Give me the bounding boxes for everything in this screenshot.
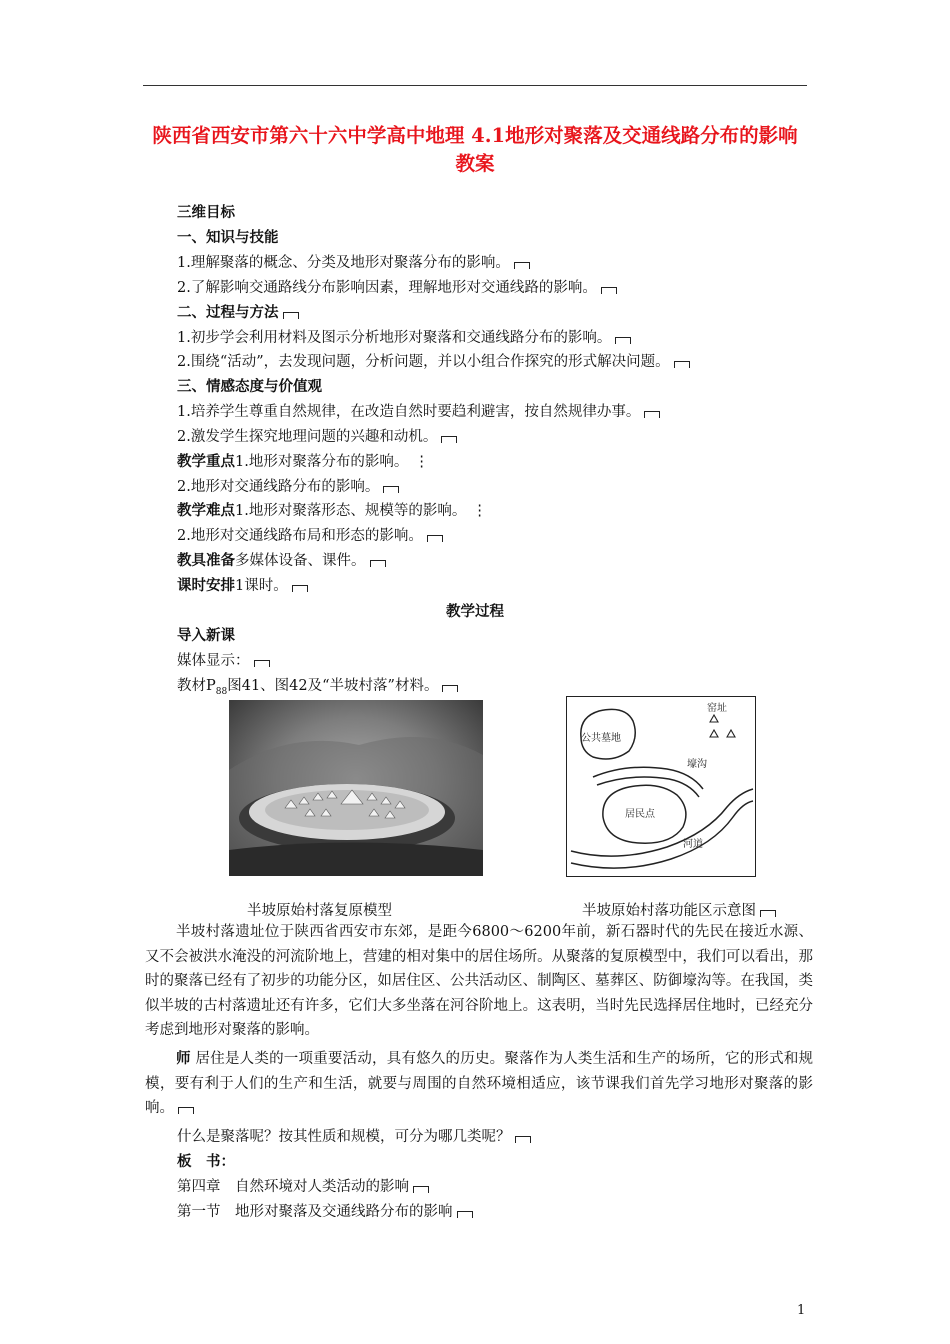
material-prefix: 教材P bbox=[177, 678, 216, 694]
function-zone-diagram bbox=[566, 696, 756, 877]
focus-text: 1.地形对聚落分布的影响。 bbox=[235, 454, 409, 470]
river-label: 河道 bbox=[683, 839, 703, 850]
goal-item bbox=[177, 277, 617, 299]
header-rule bbox=[143, 85, 807, 86]
teacher-paragraph bbox=[145, 1047, 813, 1121]
section-text: 第一节 地形对聚落及交通线路分布的影响 bbox=[177, 1204, 453, 1220]
village-model-photo bbox=[229, 700, 483, 876]
tools-text: 多媒体设备、课件。 bbox=[235, 553, 366, 569]
paragraph-mark-icon bbox=[413, 1186, 429, 1193]
teacher-label: 师 bbox=[176, 1050, 191, 1067]
board-section bbox=[177, 1201, 473, 1223]
goal-item bbox=[177, 327, 631, 349]
goal-text: 2.围绕“活动”，去发现问题，分析问题，并以小组合作探究的形式解决问题。 bbox=[177, 354, 670, 370]
class-schedule bbox=[177, 575, 308, 597]
goal-text: 2.了解影响交通路线分布影响因素，理解地形对交通线路的影响。 bbox=[177, 280, 597, 296]
tools-label: 教具准备 bbox=[177, 552, 235, 569]
moat-label: 壕沟 bbox=[687, 759, 707, 770]
paragraph-mark-icon bbox=[441, 436, 457, 443]
difficulty-text: 2.地形对交通线路布局和形态的影响。 bbox=[177, 528, 423, 544]
left-figure-caption: 半坡原始村落复原模型 bbox=[247, 903, 392, 919]
difficulty-item bbox=[177, 525, 443, 547]
section-process bbox=[177, 302, 299, 324]
section-attitude: 三、情感态度与价值观 bbox=[177, 378, 322, 395]
paragraph-mark-icon bbox=[674, 361, 690, 368]
teaching-difficulty: 教学难点1.地形对聚落形态、规模等的影响。 ⋮ bbox=[177, 502, 487, 519]
board-heading: 板 书： bbox=[177, 1153, 235, 1170]
paragraph-mark-icon bbox=[601, 287, 617, 294]
question-line bbox=[177, 1126, 531, 1148]
process-heading: 教学过程 bbox=[446, 603, 504, 620]
paragraph-mark-icon bbox=[283, 312, 299, 319]
goal-text: 2.激发学生探究地理问题的兴趣和动机。 bbox=[177, 429, 438, 445]
kiln-label: 窑址 bbox=[707, 703, 727, 714]
board-chapter bbox=[177, 1176, 429, 1198]
paragraph-mark-icon bbox=[457, 1211, 473, 1218]
paragraph-mark-icon bbox=[292, 585, 308, 592]
difficulty-text: 1.地形对聚落形态、规模等的影响。 bbox=[235, 503, 467, 519]
section-label: 二、过程与方法 bbox=[177, 304, 279, 321]
paragraph-mark-icon bbox=[514, 262, 530, 269]
goal-item bbox=[177, 252, 530, 274]
paragraph-mark-icon bbox=[760, 910, 776, 917]
teacher-text: 居住是人类的一项重要活动，具有悠久的历史。聚落作为人类生活和生产的场所，它的形式和规模，要有利于人们的生产和生活，就要与周围的自然环境相适应，该节课我们首先学习地形对聚落的影响。 bbox=[145, 1051, 814, 1116]
goal-text: 1.理解聚落的概念、分类及地形对聚落分布的影响。 bbox=[177, 255, 510, 271]
paragraph-mark-icon bbox=[644, 411, 660, 418]
media-line bbox=[177, 650, 270, 672]
goals-heading: 三维目标 bbox=[177, 204, 235, 221]
goal-text: 1.培养学生尊重自然规律，在改造自然时要趋利避害，按自然规律办事。 bbox=[177, 404, 641, 420]
difficulty-label: 教学难点 bbox=[177, 502, 235, 519]
material-line bbox=[177, 675, 458, 703]
paragraph-mark-icon bbox=[615, 337, 631, 344]
chapter-text: 第四章 自然环境对人类活动的影响 bbox=[177, 1179, 409, 1195]
material-text: 图41、图42及“半坡村落”材料。 bbox=[227, 678, 439, 694]
paragraph-mark-icon bbox=[254, 660, 270, 667]
goal-item bbox=[177, 351, 690, 373]
focus-text: 2.地形对交通线路分布的影响。 bbox=[177, 479, 380, 495]
question-text: 什么是聚落呢？按其性质和规模，可分为哪几类呢？ bbox=[177, 1129, 511, 1145]
paragraph-mark-icon bbox=[370, 560, 386, 567]
teaching-focus: 教学重点1.地形对聚落分布的影响。 ⋮ bbox=[177, 453, 429, 470]
teaching-tools bbox=[177, 550, 386, 572]
paragraph-mark-icon bbox=[383, 486, 399, 493]
page-number: 1 bbox=[797, 1303, 806, 1318]
residential-label: 居民点 bbox=[625, 809, 655, 820]
goal-item bbox=[177, 426, 457, 448]
section-knowledge: 一、知识与技能 bbox=[177, 229, 279, 246]
cemetery-label: 公共墓地 bbox=[581, 733, 621, 744]
focus-label: 教学重点 bbox=[177, 453, 235, 470]
paragraph-mark-icon bbox=[178, 1107, 194, 1114]
goal-item bbox=[177, 401, 660, 423]
schedule-text: 1课时。 bbox=[235, 578, 288, 594]
media-text: 媒体显示： bbox=[177, 653, 250, 669]
material-page: 88 bbox=[215, 686, 228, 697]
document-title: 陕西省西安市第六十六中学高中地理 4.1地形对聚落及交通线路分布的影响教案 bbox=[152, 124, 798, 175]
focus-item bbox=[177, 476, 399, 498]
paragraph-mark-icon bbox=[515, 1136, 531, 1143]
banpo-paragraph: 半坡村落遗址位于陕西省西安市东郊，是距今6800～6200年前，新石器时代的先民在接近水源、又不会被洪水淹没的河流阶地上，营建的相对集中的居住场所。从聚落的复原模型中，我们可以看出，那时的聚落已经有了初步的功能分区，如居住区、公共活动区、制陶区、墓葬区、防御壕沟等。在我国，类似半坡的古村落遗址还有许多，它们大多坐落在河谷阶地上。这表明，当时先民选择居住地时，已经充分考虑到地形对聚落的影响。 bbox=[145, 924, 813, 1038]
right-figure-caption bbox=[582, 899, 776, 920]
goal-text: 1.初步学会利用材料及图示分析地形对聚落和交通线路分布的影响。 bbox=[177, 330, 612, 346]
right-caption-text: 半坡原始村落功能区示意图 bbox=[582, 903, 756, 919]
paragraph-mark-icon bbox=[442, 685, 458, 692]
paragraph-mark-icon bbox=[427, 535, 443, 542]
intro-heading: 导入新课 bbox=[177, 627, 235, 644]
schedule-label: 课时安排 bbox=[177, 577, 235, 594]
